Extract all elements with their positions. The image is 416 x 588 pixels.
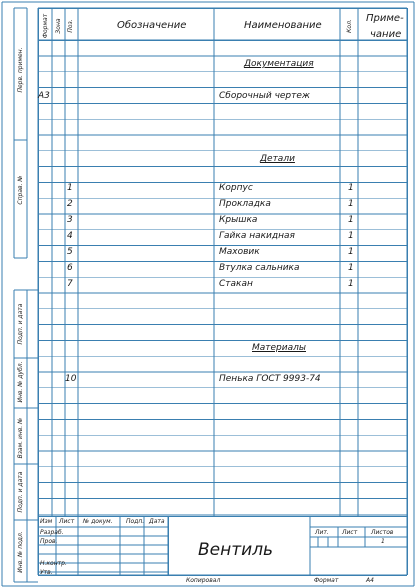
side-label-sprav-no: Справ. № [17, 175, 24, 205]
row-11-name: Пенька ГОСТ 9993-74 [219, 374, 321, 384]
row-9-pos: 7 [67, 279, 73, 289]
tb-utv: Утв. [40, 569, 53, 576]
row-10-name: Материалы [252, 343, 306, 353]
tb-nkontr: Н.контр. [40, 560, 67, 567]
row-7-name: Маховик [219, 247, 260, 257]
header-pos: Поз. [67, 19, 74, 33]
row-4-name: Прокладка [219, 199, 271, 209]
side-label-podp-data-1: Подп. и дата [17, 303, 24, 345]
row-11-pos: 10 [65, 374, 77, 384]
tb-razrab: Разраб. [40, 529, 64, 536]
side-label-inv-dubl: Инв. № дубл. [17, 361, 24, 403]
row-4-pos: 2 [67, 199, 73, 209]
tb-col-list: Лист [59, 518, 75, 525]
side-label-vzam-inv: Взам. инв. № [17, 417, 24, 459]
tb-col-sign: Подп. [126, 518, 145, 525]
row-2-name: Детали [260, 154, 295, 164]
row-9-qty: 1 [348, 279, 354, 289]
row-1-format: А3 [38, 91, 50, 101]
header-qty: Кол. [346, 19, 353, 33]
tb-prov: Пров. [40, 538, 58, 545]
row-5-pos: 3 [67, 215, 73, 225]
side-label-podp-data-2: Подп. и дата [17, 471, 24, 513]
row-7-qty: 1 [348, 247, 354, 257]
tb-col-doc: № докум. [83, 518, 113, 525]
row-5-name: Крышка [219, 215, 258, 225]
row-8-name: Втулка сальника [219, 263, 300, 273]
tb-sheet: Лист [342, 529, 358, 536]
header-designation: Обозначение [117, 20, 187, 31]
row-3-pos: 1 [67, 183, 73, 193]
header-format: Формат [42, 13, 49, 39]
row-1-name: Сборочный чертеж [219, 91, 311, 101]
tb-sheets: Листов [371, 529, 394, 536]
tb-lit: Лит. [315, 529, 329, 536]
row-3-qty: 1 [348, 183, 354, 193]
row-8-qty: 1 [348, 263, 354, 273]
row-6-name: Гайка накидная [219, 231, 295, 241]
header-note-line2: чание [370, 29, 402, 40]
side-label-inv-podl: Инв. № подл. [17, 531, 24, 573]
row-8-pos: 6 [67, 263, 73, 273]
footer-format-label: Формат [314, 577, 339, 584]
tb-col-date: Дата [149, 518, 165, 525]
row-7-pos: 5 [67, 247, 73, 257]
row-6-pos: 4 [67, 231, 73, 241]
row-5-qty: 1 [348, 215, 354, 225]
header-zone: Зона [55, 18, 62, 34]
tb-sheets-count: 1 [381, 538, 385, 545]
tb-product-name: Вентиль [198, 540, 274, 560]
row-3-name: Корпус [219, 183, 253, 193]
footer-format-value: А4 [366, 577, 374, 584]
row-4-qty: 1 [348, 199, 354, 209]
tb-col-izm: Изм [40, 518, 53, 525]
footer-copied: Копировал [186, 577, 221, 584]
row-0-name: Документация [244, 59, 314, 69]
header-name: Наименование [244, 20, 322, 31]
row-9-name: Стакан [219, 279, 253, 289]
row-6-qty: 1 [348, 231, 354, 241]
header-note-line1: Приме- [366, 13, 404, 24]
side-label-perv-primen: Перв. примен. [17, 47, 24, 93]
